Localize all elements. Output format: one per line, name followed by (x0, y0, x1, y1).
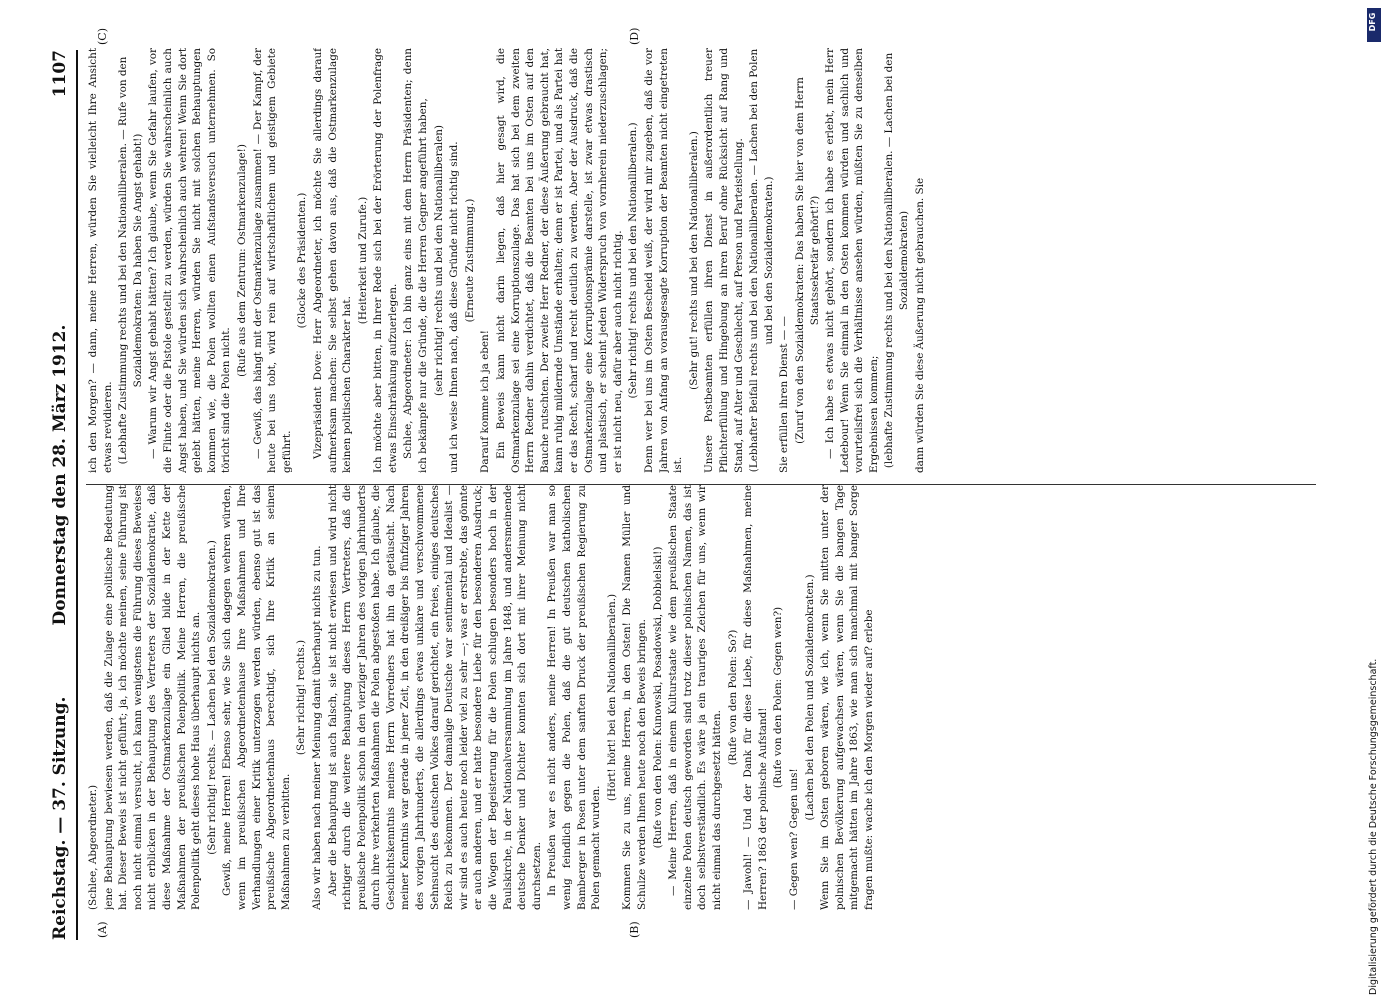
paragraph: — Warum wir Angst gehabt hätten? Ich glaube, wenn Sie Gefahr laufen, vor die Flinte oder die Pistole gestellt zu werden, würden Sie wahrscheinlich auch Angst haben, und Sie würden sich wahrscheinlich auch wehren! Wenn Sie dort gelebt hätten, meine Herren, würden Sie nicht mit solchen Behauptungen kommen wie, die Polen wollten einen Aufstandsversuch unternehmen. So töricht sind die Polen nicht. (147, 48, 233, 473)
paragraph: Aber die Behauptung ist auch falsch, sie ist nicht erwiesen und wird nicht richtiger durch die weitere Behauptung dieses Herrn Vertreters, daß die preußische Polenpolitik schon in den vierziger Jahren des vorigen Jahrhunderts durch ihre verkehrten Maßnahmen die Polen abgestoßen habe. Ich glaube, die Geschichtskenntnis meines Herrn Vorredners hat ihn da getäuscht. Nach meiner Kenntnis war gerade in jener Zeit, in den dreißiger bis fünfziger Jahren des vorigen Jahrhunderts, die allerdings etwas unklare und verschwommene Sehnsucht des deutschen Volkes darauf gerichtet, ein freies, einiges deutsches Reich zu bekommen. Der damalige Deutsche war sentimental und Idealist — wir sind es auch heute noch leider viel zu sehr —; was er erstrebte, das gönnte er auch anderen, und er hatte besondere Liebe für den besonderen Ausdruck; die Wogen der Begeisterung für die Polen schlugen besonders hoch in der Paulskirche, in der Nationalversammlung im Jahre 1848, und andersmeinende deutsche Denker und Dichter konnten sich dort mit ihrer Meinung nicht durchsetzen. (326, 485, 543, 910)
paragraph: Ein Beweis kann nicht darin liegen, daß hier gesagt wird, die Ostmarkenzulage sei eine Korruptionszulage. Das hat sich bei dem zweiten Herrn Redner dahin verdichtet, daß die Beamten bei uns im Osten auf den Bauche rutschten. Der zweite Herr Redner, der diese Äußerung gebraucht hat, kann ruhig mildernde Umstände erhalten; denn er ist Partei, und als Partei hat er das Recht, scharf und recht deutlich zu werden. Aber der Ausdruck, daß die Ostmarkenzulage eine Korruptionsprämie darstelle, ist zwar etwas drastisch und plastisch, er scheint jeden Widerspruch von vornherein niederzuschlagen; er ist nicht neu, dafür aber auch nicht richtig. (495, 48, 624, 473)
paragraph: (Sehr richtig! rechts.) (295, 639, 308, 756)
margin-marker-a: (A) (96, 921, 109, 938)
paragraph: — Gewiß, das hängt mit der Ostmarkenzulage zusammen! — Der Kampf, der heute bei uns tobt, wird rein auf wirtschaftlichem und geistigem Gebiete geführt. (251, 48, 293, 473)
paragraph: (Sehr richtig! rechts und bei den Nationalliberalen.) (627, 122, 640, 399)
paragraph: (Rufe von den Polen: So?) (726, 629, 739, 766)
paragraph: Wenn Sie im Osten geboren wären, wie ich, wenn Sie mitten unter der polnischen Bevölkerung aufgewachsen wären, wenn Sie die bangen Tage mitgemacht hätten im Jahre 1863, wie man sich manchmal mit banger Sorge fragen mußte: wache ich den Morgen wieder auf? erlebe (819, 485, 875, 910)
paragraph: (Schlee, Abgeordneter.) (87, 784, 99, 910)
paragraph: In Preußen war es nicht anders, meine Herren! In Preußen war man so wenig feindlich gegen die Polen, daß die gut deutschen katholischen Bamberger in Posen unter dem sanften Druck der preußischen Regierung zu Polen gemacht wurden. (546, 485, 603, 910)
margin-marker-c: (C) (96, 28, 109, 45)
paragraph: (Heiterkeit und Zurufe.) (356, 196, 369, 325)
paragraph: Gewiß, meine Herren! Ebenso sehr, wie Sie sich dagegen wehren würden, wenn im preußischen Abgeordnetenhause Ihre Maßnahmen und Ihre Verhandlungen einer Kritik unterzogen werden würden, ebenso gut ist das preußische Abgeordnetenhaus berechtigt, sich Ihre Kritik an seinen Maßnahmen zu verbitten. (221, 485, 292, 910)
paragraph: dann würden Sie diese Äußerung nicht gebrauchen. Sie (913, 177, 926, 473)
paragraph: jene Behauptung bewiesen werden, daß die Zulage eine politische Bedeutung hat. Dieser Beweis ist nicht geführt; ja, ich möchte meinen, seine Führung ist noch nicht einmal versucht, ich kann wenigstens die Führung dieses Beweises nicht erblicken in der Behauptung des Vertreters der Sozialdemokratie, daß diese Maßnahme der Ostmarkenzulage ein Glied bilde in der Kette der Maßnahmen der preußischen Polenpolitik. Meine Herren, die preußische Polenpolitik geht dieses hohe Haus überhaupt nichts an. (102, 485, 203, 910)
paragraph: Unsere Postbeamten erfüllen ihren Dienst in außerordentlich treuer Pflichterfüllung und Hingebung an ihren Beruf ohne Rücksicht auf Rang und Stand, auf Alter und Geschlecht, auf Person und Parteistellung. (703, 48, 745, 473)
paragraph: Vizepräsident Dove: Herr Abgeordneter, ich möchte Sie allerdings darauf aufmerksam machen: Sie selbst gehen davon aus, daß die Ostmarkenzulage keinen politischen Charakter hat. (311, 48, 354, 473)
paragraph: Sie erfüllen ihren Dienst — — (778, 316, 791, 473)
paragraph: (Sehr richtig! rechts. — Lachen bei den Sozialdemokraten.) (205, 540, 218, 855)
paragraph: (Sehr gut! rechts und bei den Nationalliberalen.) (687, 131, 700, 390)
right-column (86, 48, 1316, 473)
paragraph: (Erneute Zustimmung.) (463, 198, 476, 323)
paragraph: (Glocke des Präsidenten.) (296, 192, 309, 329)
paragraph: Schlee, Abgeordneter: Ich bin ganz eins mit dem Herrn Präsidenten; denn ich bekämpfe nur die Gründe, die die Herren Gegner angeführt haben, (402, 48, 430, 473)
dfg-logo (1367, 8, 1381, 42)
paragraph: (sehr richtig! rechts und bei den Nationalliberalen) (432, 125, 445, 397)
paragraph: — Gegen wen? Gegen uns! (787, 768, 800, 910)
margin-marker-b: (B) (628, 921, 641, 938)
paragraph: (Hört! hört! bei den Nationalliberalen.) (605, 593, 618, 802)
column-divider (86, 484, 1316, 485)
paragraph: (Lebhafte Zustimmung rechts und bei den Nationalliberalen. — Rufe von den Sozialdemokraten: Da haben Sie Angst gehabt!) (117, 56, 144, 465)
digitization-credit: Digitalisierung gefördert durch die Deutsche Forschungsgemeinschaft. (1368, 658, 1379, 995)
page-header (46, 50, 78, 940)
paragraph: (Rufe von den Polen: Kunowski, Posadowski, Dobbielski!) (651, 546, 664, 849)
paragraph: Kommen Sie zu uns, meine Herren, in den Osten! Die Namen Müller und Schulze werden Ihnen heute noch den Beweis bringen. (621, 485, 648, 910)
paragraph: Ich möchte aber bitten, in Ihrer Rede sich bei der Erörterung der Polenfrage etwas Einschränkung aufzuerlegen. (372, 48, 399, 473)
header-date: Donnerstag den 28. März 1912. (50, 324, 70, 626)
dfg-logo-text: DFG (1368, 12, 1377, 32)
paragraph: — Meine Herren, daß in einem Kulturstaate wie dem preußischen Staate einzelne Polen deutsch geworden sind trotz dieser polnischen Namen, das ist doch selbstverständlich. Es wäre ja ein trauriges Zeichen für uns, wenn wir nicht einmal das durchgesetzt hätten. (667, 485, 723, 910)
paragraph: Also wir haben nach meiner Meinung damit überhaupt nichts zu tun. (310, 545, 323, 910)
paragraph: (lebhafte Zustimmung rechts und bei den Nationalliberalen. — Lachen bei den Sozialdemokraten) (883, 52, 911, 469)
paragraph: ich den Morgen? — dann, meine Herren, würden Sie vielleicht Ihre Ansicht etwas revidieren. (87, 48, 114, 473)
paragraph: Darauf komme ich ja eben! (479, 330, 492, 473)
page-number: 1107 (50, 50, 70, 98)
paragraph: (Lachen bei den Polen und Sozialdemokraten.) (803, 574, 816, 821)
paragraph: und ich weise Ihnen nach, daß diese Gründe nicht richtig sind. (448, 141, 461, 473)
paragraph: (Lebhafter Beifall rechts und bei den Nationalliberalen. — Lachen bei den Polen und bei den Sozialdemokraten.) (748, 48, 775, 473)
paragraph: (Rufe von den Polen: Gegen wen?) (772, 606, 785, 789)
left-column (86, 485, 1316, 910)
paragraph: — Ich habe es etwas nicht gehört, sondern ich habe es erlebt, mein Herr Ledebour! Wenn Sie einmal in den Osten kommen würden und sachlich und vorurteilsfrei sich die Verhältnisse ansehen würden, müßten Sie zu denselben Ergebnissen kommen; (824, 48, 880, 473)
header-left: Reichstag. — 37. Sitzung. (50, 696, 70, 940)
margin-marker-d: (D) (628, 27, 641, 45)
paragraph: Denn wer bei uns im Osten Bescheid weiß, der wird mir zugeben, daß die vor Jahren von Anfang an vorausgesagte Korruption der Beamten nicht eingetreten ist. (642, 48, 685, 473)
paragraph: — Jawohl! — Und der Dank für diese Liebe, für diese Maßnahmen, meine Herren? 1863 der polnische Aufstand! (742, 485, 769, 910)
paragraph: (Zuruf von den Sozialdemokraten: Das haben Sie hier von dem Herrn Staatssekretär gehört!?) (793, 77, 821, 444)
paragraph: (Rufe aus dem Zentrum: Ostmarkenzulage!) (235, 144, 248, 377)
